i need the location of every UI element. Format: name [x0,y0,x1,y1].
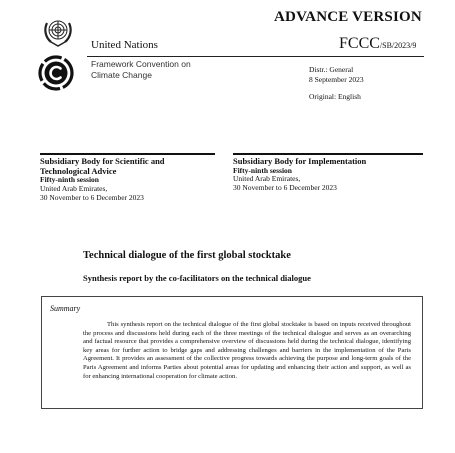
convention-line-1: Framework Convention on [91,59,191,69]
sbi-session: Fifty-ninth session [233,165,292,175]
sbi-location: United Arab Emirates, [233,174,301,184]
document-title: Technical dialogue of the first global stocktake [83,250,291,261]
distribution-info [309,65,364,84]
issue-date: 8 September 2023 [309,74,364,84]
sbi-dates: 30 November to 6 December 2023 [233,183,337,193]
convention-name [91,59,191,81]
sbi-block [233,157,423,193]
document-subtitle: Synthesis report by the co-facilitators on the technical dialogue [83,273,311,283]
symbol-main: FCCC [339,35,380,52]
sbsta-session: Fifty-ninth session [40,175,99,184]
organization-name: United Nations [91,39,158,51]
sbsta-dates: 30 November to 6 December 2023 [40,192,144,202]
summary-paragraph: This synthesis report on the technical dialogue of the first global stocktake is based on inputs received throughout the process and discussions held during each of the three meetings of the technical dialogue and serves as an overarching and factual resource that provides a comprehensive overview of discussions held during the technical dialogue, identifying key areas for further action to bridge gaps and addressing challenges and barriers in the implementation of the Paris Agreement. It provides an assessment of the collective progress towards achieving the purpose and long-term goals of the Paris Agreement and informs Parties about potential areas for updating and enhancing their action and support, as well as for enhancing international cooperation for climate action. [83,321,411,380]
original-language: Original: English [309,92,361,101]
header-rule [87,56,424,57]
summary-label: Summary [50,304,81,313]
sbsta-location: United Arab Emirates, [40,183,108,193]
sbi-rule [233,153,423,155]
sbsta-title-line-1: Subsidiary Body for Scientific and [40,156,165,166]
sbsta-title-line-2: Technological Advice [40,165,117,176]
un-emblem-icon [42,15,74,49]
sbsta-block [40,157,215,202]
distribution: Distr.: General [309,65,354,74]
sbi-title: Subsidiary Body for Implementation [233,156,367,166]
document-symbol [339,35,416,53]
summary-text [83,321,411,381]
unfccc-logo-icon [38,55,74,91]
sbsta-rule [40,153,215,155]
symbol-suffix: /SB/2023/9 [379,41,417,50]
convention-line-2: Climate Change [91,70,152,80]
advance-version-label: ADVANCE VERSION [274,9,422,25]
